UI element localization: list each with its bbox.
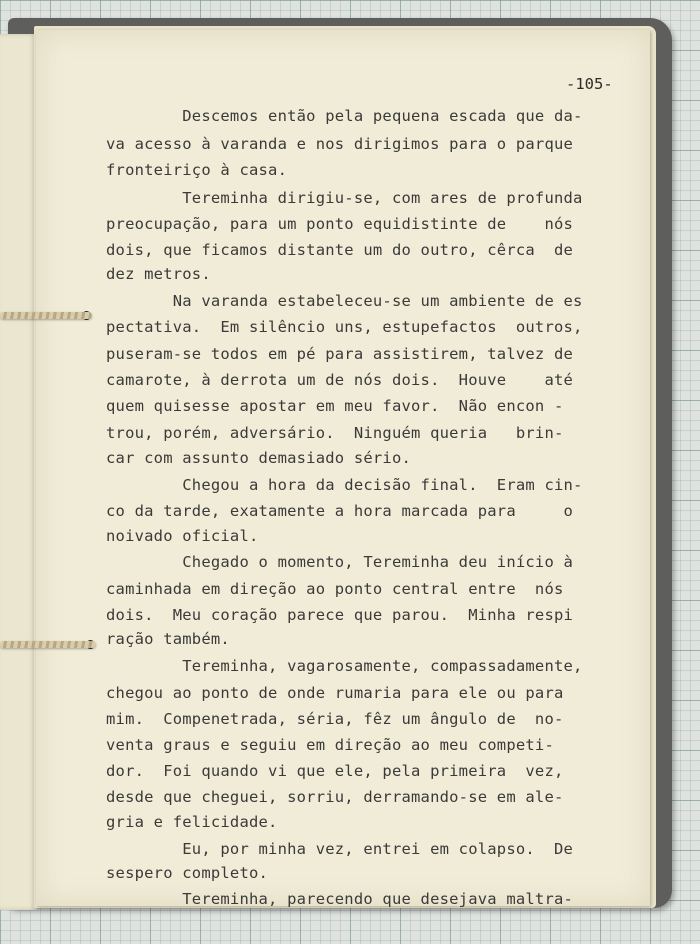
text-line: va acesso à varanda e nos dirigimos para o parque (106, 135, 574, 153)
text-line: venta graus e seguiu em direção ao meu competi- (106, 736, 554, 754)
text-line: ração também. (106, 630, 230, 648)
text-line: Tereminha, parecendo que desejava maltra- (106, 890, 574, 908)
text-line: Descemos então pela pequena escada que da- (106, 107, 583, 125)
text-line: fronteiriço à casa. (106, 161, 288, 179)
text-line: gria e felicidade. (106, 813, 278, 831)
text-line: puseram-se todos em pé para assistirem, talvez de (106, 345, 574, 363)
binding-string-bottom (0, 641, 96, 648)
text-line: Chegado o momento, Tereminha deu início à (106, 553, 574, 571)
text-line: dois. Meu coração parece que parou. Minha respi (106, 606, 574, 624)
text-line: preocupação, para um ponto equidistinte de nós (106, 215, 574, 233)
text-line: dois, que ficamos distante um do outro, cêrca de (106, 241, 574, 259)
text-line: Eu, por minha vez, entrei em colapso. De (106, 840, 574, 858)
left-page-edge (0, 34, 37, 910)
text-line: Tereminha, vagarosamente, compassadamente, (106, 657, 583, 675)
text-line: noivado oficial. (106, 527, 259, 545)
text-line: trou, porém, adversário. Ninguém queria brin- (106, 424, 564, 442)
text-line: caminhada em direção ao ponto central entre nós (106, 580, 564, 598)
text-line: Na varanda estabeleceu-se um ambiente de es (106, 292, 583, 310)
page-number: -105- (566, 75, 613, 93)
text-line: Tereminha dirigiu-se, com ares de profunda (106, 189, 583, 207)
text-line: car com assunto demasiado sério. (106, 449, 412, 467)
text-line: sespero completo. (106, 864, 269, 882)
text-line: dor. Foi quando vi que ele, pela primeira vez, (106, 762, 564, 780)
text-line: Chegou a hora da decisão final. Eram cin- (106, 476, 583, 494)
text-line: co da tarde, exatamente a hora marcada para o (106, 502, 574, 520)
binding-string-top (0, 312, 92, 319)
text-line: desde que cheguei, sorriu, derramando-se em ale- (106, 788, 564, 806)
text-line: quem quisesse apostar em meu favor. Não encon - (106, 397, 564, 415)
text-line: camarote, à derrota um de nós dois. Houve até (106, 371, 574, 389)
text-line: dez metros. (106, 265, 211, 283)
text-line: mim. Compenetrada, séria, fêz um ângulo de no- (106, 710, 564, 728)
text-line: pectativa. Em silêncio uns, estupefactos outros, (106, 318, 583, 336)
text-line: chegou ao ponto de onde rumaria para ele ou para (106, 684, 564, 702)
